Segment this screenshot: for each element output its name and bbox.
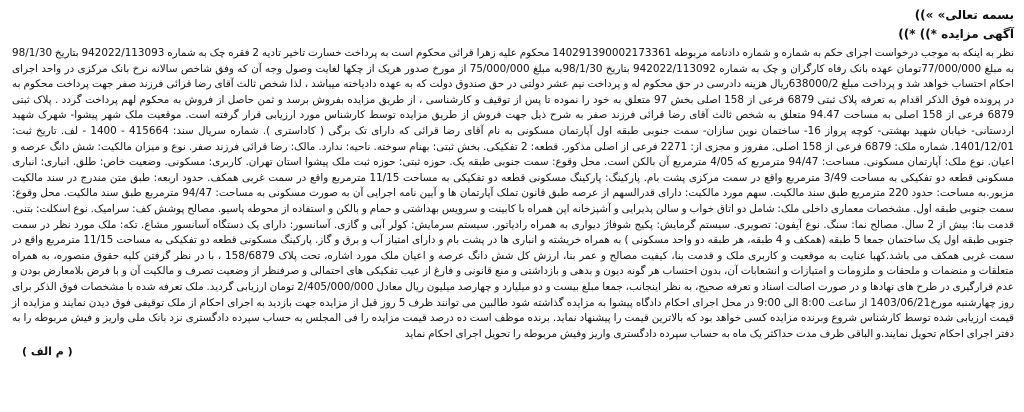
auction-notice (12, 6, 1014, 360)
notice-footer: ( م الف ) (22, 345, 73, 359)
notice-body: نظر به اینکه به موجب درخواست اجرای حکم به شماره و شماره دادنامه مربوطه 140291390002173361 محکوم علیه زهرا قرائی محکوم است به پرداخت خسارت تاخیر تادیه 2 فقره چک به شماره 942022/113093 بتاریخ 98/1/30 به مبلغ 77/000/000تومان عهده بانک رفاه کارگران و چک به شماره 942022/113092 بتاریخ 98/1/30به مبلغ 75/000/000 از مورخ صدور هریک از چکها لغایت وصول وجه آن که وفق شاخص سالانه نرخ بانک مرکزی در واحد اجرای احکام احتساب خواهد شد و پرداخت مبلغ 638000/2ریال هزینه دادرسی در حق محکوم له و پرداخت نیم عشر دولتی در حق صندوق دولت که به عهده دادیاخته میباشد ، لذا شخص ثالث آقای رضا قرائی فرزند صفر جهت پرداخت محکوم به در پرونده فوق الذکر اقدام به تعرفه پلاک ثبتی 6879 فرعی از 158 اصلی بخش 97 متعلق به خود را نموده تا پس از توقیف و کارشناسی ، از طریق مزایده بفروش برسد و ثمن حاصل از فروش به محکوم لهم پرداخت گردد . پلاک ثبتی 6879 فرعی از 158 اصلی به مساحت 94.47 متعلق به شخص ثالث آقای رضا قرائی فرزند صفر به شرح ذیل جهت فروش از طریق مزایده توسط کارشناس مورد ارزیابی قرار گرفته است. موقعیت ملک شهر پیشوا- شهرک شهید اردستانی- خیابان شهید بهشتی- کوچه پرواز 16- ساختمان نوین سازان- سمت جنوبی طبقه اول آپارتمان مسکونی به نام آقای رضا قرائی که دارای تک برگی ( کاداستری ). شماره سریال سند: 415664 - 1400 - لف. تاریخ ثبت: 1401/12/01. شماره ملک: 6879 فرعی از 158 اصلی. مفروز و مجزی از: 2271 فرعی از اصلی مذکور. قطعه: 2 تفکیکی. بخش ثبتی: بهنام سوخته. ناحیه: ندارد. مالک: رضا قرائی فرزند صفر. نوع و میزان مالکیت: شش دانگ عرصه و اعیان. نوع ملک: آپارتمان مسکونی. مساحت: 94/47 مترمربع که 4/05 مترمربع آن بالکن است. محل وقوع: سمت جنوبی طبقه یک. حوزه ثبتی: حوزه ثبت ملک پیشوا استان تهران. کاربری: مسکونی. وضعیت خاص: طلق. انباری: انباری مسکونی قطعه دو تفکیکی به مساحت 3/49 مترمربع واقع در سمت مرکزی پشت بام. پارکینگ: پارکینگ مسکونی قطعه دو تفکیکی به مساحت 11/15 مترمربع واقع در سمت غربی همکف. حدود اربعه: طبق متن مندرج در سند مالکیت مزبور.به مساحت: حدود 220 مترمربع طبق سند مالکیت. سهم مورد مالکیت: دارای قدرالسهم از عرصه طبق قانون تملک آپارتمان ها و آیین نامه اجرایی آن به صورت مسکونی به مساحت: 94/47 مترمربع طبق سند مالکیت. محل وقوع: سمت جنوبی طبقه اول. مشخصات معماری داخلی ملک: شامل دو اتاق خواب و سالن پذیرایی و آشپزخانه اپن همراه با کابینت و سرویس بهداشتی و حمام و بالکن و استفاده از محوطه پاسیو. مصالح پوشش کف: سرامیک. نوع اسکلت: بتنی. قدمت بنا: بیش از 2 سال. مصالح نما: سنگ. نوع آیفون: تصویری. سیستم گرمایش: پکیج شوفاژ دیواری به همراه رادیاتور. سیستم سرمایش: کولر آبی و گازی. آسانسور: دارای یک دستگاه آسانسور مشاع. تکه: ملک مورد نظر در سمت جنوبی طبقه اول یک ساختمان جمعا 5 طبقه (همکف و 4 طبقه، هر طبقه دو واحد مسکونی ) به همراه خریشته و انباری ها در پشت بام و دارای امتیاز آب و برق و گاز. پارکینگ مسکونی قطعه دو تفکیکی به مساحت 11/15 مترمربع واقع در سمت غربی همکف می باشد.کهبا عنایت به موقعیت و کاربری ملک و قدمت بنا، کیفیت مصالح و عمر بنا، ارزش کل شش دانگ عرصه و اعیان ملک مورد اشاره، تحت پلاک 158/6879 ، با در نظر گرفتن کلیه حقوق متصوره، به همراه متعلقات و منضمات و ملحقات و ملزومات و امتیازات و انشعابات آن، بدون احتساب هر گونه دیون و بدهی و بازداشتی و منع قانونی و فارغ از عیب تفکیکی های احتمالی و صرفنظر از وضعیت تصرف و مالکیت آن و با فرض بلامعارض بودن و عدم قرارگیری در طرح های نهادها و در صورت اصالت اسناد و تعرفه صحیح، به نظر اینجانب، جمعا مبلغ بیست و دو میلیارد و چهارصد میلیون ریال معادل 2/405/000/000 تومان ارزیابی گردید. ملک تعرفه شده با مشخصات فوق الذکر برای روز چهارشنبه مورخ1403/06/21 از ساعت 8:00 الی 9:00 در محل اجرای احکام دادگاه پیشوا به مزایده گذاشته شود طالبین می توانند ظرف 5 روز قبل از مزایده جهت بازدید به اجرای احکام از ملک توقیفی فوق دیدن نمایند و مزایده از قیمت ارزیابی شده توسط کارشناس شروع وبرنده مزایده کسی خواهد بود که بالاترین قیمت را پیشنهاد نماید. برنده موظف است ده درصد قیمت مزایده را فی المجلس به حساب سپرده دادگستری نزد بانک ملی واریز و فیش مربوطه را به دفتر اجرای احکام تحویل نمایند.و الباقی ظرف مدت حداکثر یک ماه به حساب سپرده دادگستری واریز وفیش مربوطه را تحویل اجرای احکام نماید (12, 47, 1015, 340)
notice-title: آگهی مزایده *)) *)) (898, 27, 1014, 41)
basmala-heading: بسمه تعالی» »)) (914, 8, 1014, 22)
